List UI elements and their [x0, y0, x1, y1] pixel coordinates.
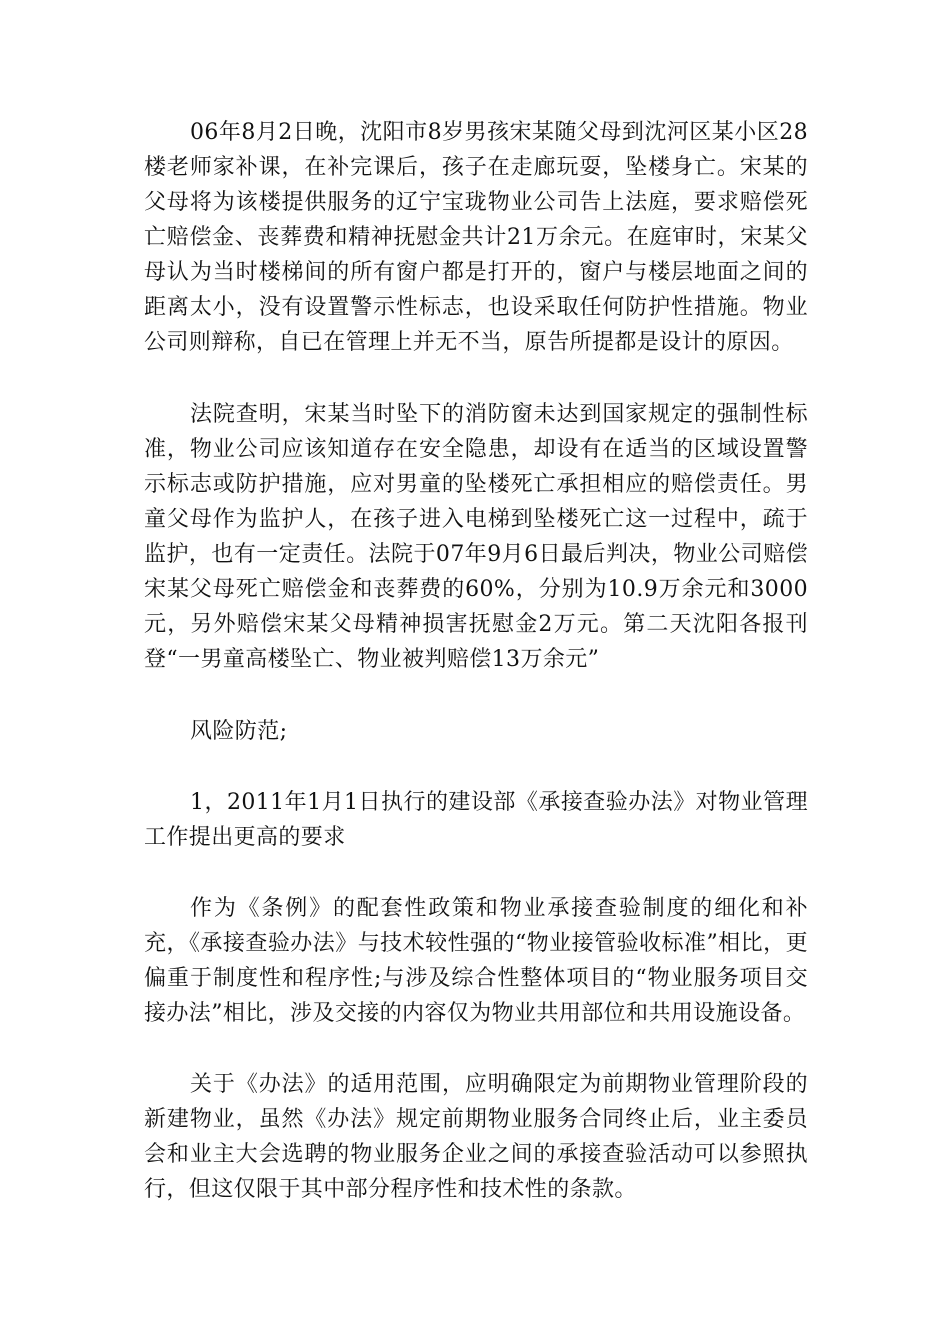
paragraph-court-ruling: 法院查明，宋某当时坠下的消防窗未达到国家规定的强制性标准，物业公司应该知道存在安全隐患，却设有在适当的区域设置警示标志或防护措施，应对男童的坠楼死亡承担相应的赔偿责任。男童父母作为监护人，在孩子进入电梯到坠楼死亡这一过程中，疏于监护，也有一定责任。法院于07年9月6日最后判决，物业公司赔偿宋某父母死亡赔偿金和丧葬费的60%，分别为10.9万余元和3000元，另外赔偿宋某父母精神损害抚慰金2万元。第二天沈阳各报刊登“一男童高楼坠亡、物业被判赔偿13万余元” [144, 402, 808, 672]
paragraph-point-1: 1，2011年1月1日执行的建设部《承接查验办法》对物业管理工作提出更高的要求 [144, 790, 808, 850]
paragraph-regulation-comparison: 作为《条例》的配套性政策和物业承接查验制度的细化和补充，《承接查验办法》与技术较性强的“物业接管验收标准”相比，更偏重于制度性和程序性;与涉及综合性整体项目的“物业服务项目交接办法”相比，涉及交接的内容仅为物业共用部位和共用设施设备。 [144, 896, 808, 1026]
paragraph-case-facts: 06年8月2日晚，沈阳市8岁男孩宋某随父母到沈河区某小区28楼老师家补课，在补完课后，孩子在走廊玩耍，坠楼身亡。宋某的父母将为该楼提供服务的辽宁宝珑物业公司告上法庭，要求赔偿死亡赔偿金、丧葬费和精神抚慰金共计21万余元。在庭审时，宋某父母认为当时楼梯间的所有窗户都是打开的，窗户与楼层地面之间的距离太小，没有设置警示性标志，也设采取任何防护性措施。物业公司则辩称，自已在管理上并无不当，原告所提都是设计的原因。 [144, 120, 808, 355]
paragraph-risk-prevention-heading: 风险防范; [190, 719, 288, 744]
paragraph-scope-of-application: 关于《办法》的适用范围，应明确限定为前期物业管理阶段的新建物业，虽然《办法》规定前期物业服务合同终止后，业主委员会和业主大会选聘的物业服务企业之间的承接查验活动可以参照执行，但这仅限于其中部分程序性和技术性的条款。 [144, 1072, 808, 1202]
